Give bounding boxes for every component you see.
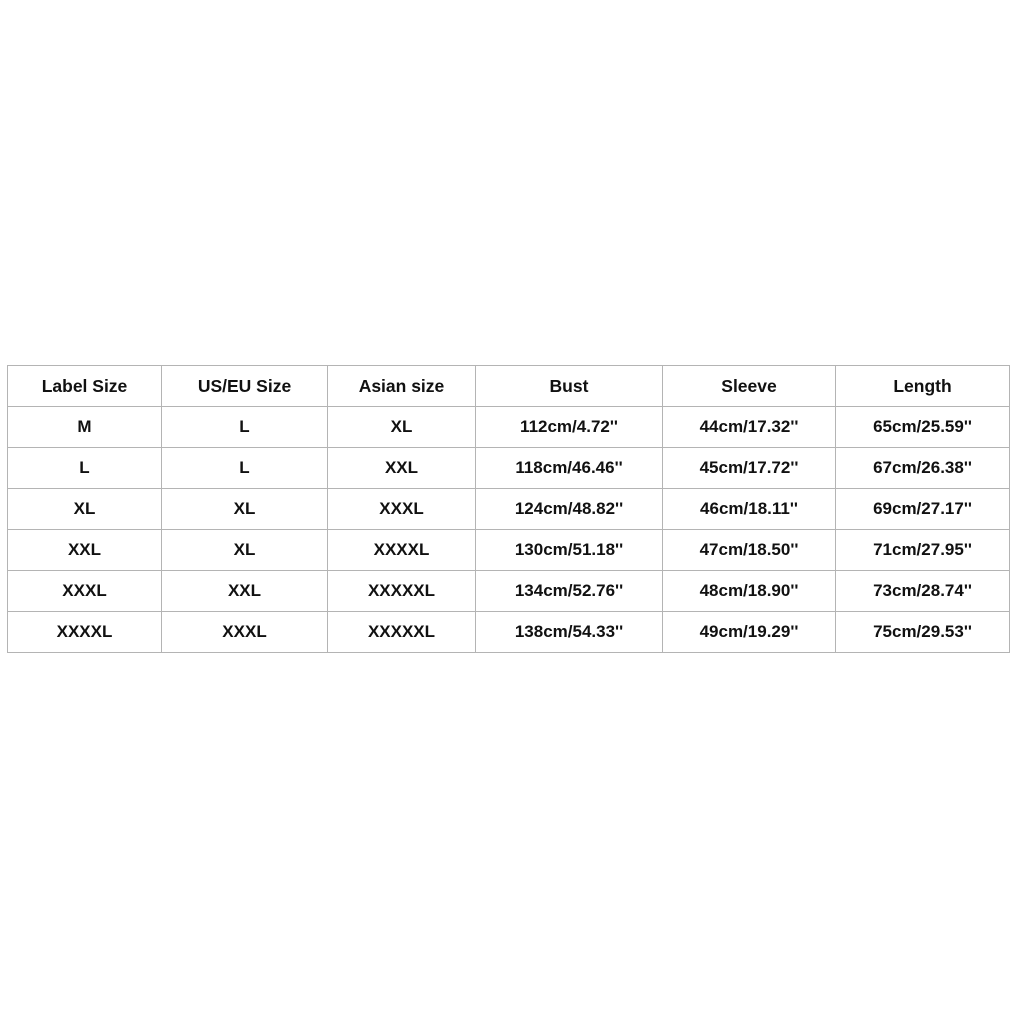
cell-asian-size: XXXXXL (328, 612, 476, 653)
header-sleeve: Sleeve (663, 366, 836, 407)
cell-us-eu-size: L (162, 407, 328, 448)
cell-label-size: XXXXL (8, 612, 162, 653)
cell-sleeve: 45cm/17.72'' (663, 448, 836, 489)
cell-sleeve: 46cm/18.11'' (663, 489, 836, 530)
cell-asian-size: XXL (328, 448, 476, 489)
cell-length: 73cm/28.74'' (836, 571, 1010, 612)
cell-us-eu-size: XL (162, 530, 328, 571)
cell-us-eu-size: XL (162, 489, 328, 530)
cell-length: 75cm/29.53'' (836, 612, 1010, 653)
cell-length: 69cm/27.17'' (836, 489, 1010, 530)
cell-label-size: XL (8, 489, 162, 530)
cell-sleeve: 44cm/17.32'' (663, 407, 836, 448)
header-us-eu-size: US/EU Size (162, 366, 328, 407)
table-header (8, 366, 1010, 407)
table-row (8, 612, 1010, 653)
cell-us-eu-size: L (162, 448, 328, 489)
cell-bust: 112cm/4.72'' (476, 407, 663, 448)
cell-asian-size: XXXL (328, 489, 476, 530)
cell-bust: 130cm/51.18'' (476, 530, 663, 571)
cell-length: 71cm/27.95'' (836, 530, 1010, 571)
header-label-size: Label Size (8, 366, 162, 407)
table-row (8, 489, 1010, 530)
cell-sleeve: 47cm/18.50'' (663, 530, 836, 571)
cell-length: 67cm/26.38'' (836, 448, 1010, 489)
header-row (8, 366, 1010, 407)
cell-asian-size: XL (328, 407, 476, 448)
cell-label-size: L (8, 448, 162, 489)
cell-bust: 134cm/52.76'' (476, 571, 663, 612)
table-row (8, 407, 1010, 448)
header-length: Length (836, 366, 1010, 407)
cell-asian-size: XXXXXL (328, 571, 476, 612)
table-row (8, 571, 1010, 612)
cell-bust: 138cm/54.33'' (476, 612, 663, 653)
cell-us-eu-size: XXXL (162, 612, 328, 653)
cell-bust: 118cm/46.46'' (476, 448, 663, 489)
cell-sleeve: 49cm/19.29'' (663, 612, 836, 653)
cell-us-eu-size: XXL (162, 571, 328, 612)
table-row (8, 448, 1010, 489)
size-chart-table (7, 365, 1010, 653)
cell-label-size: M (8, 407, 162, 448)
header-asian-size: Asian size (328, 366, 476, 407)
cell-sleeve: 48cm/18.90'' (663, 571, 836, 612)
header-bust: Bust (476, 366, 663, 407)
cell-asian-size: XXXXL (328, 530, 476, 571)
table-body (8, 407, 1010, 653)
cell-label-size: XXL (8, 530, 162, 571)
cell-label-size: XXXL (8, 571, 162, 612)
table-row (8, 530, 1010, 571)
cell-length: 65cm/25.59'' (836, 407, 1010, 448)
cell-bust: 124cm/48.82'' (476, 489, 663, 530)
